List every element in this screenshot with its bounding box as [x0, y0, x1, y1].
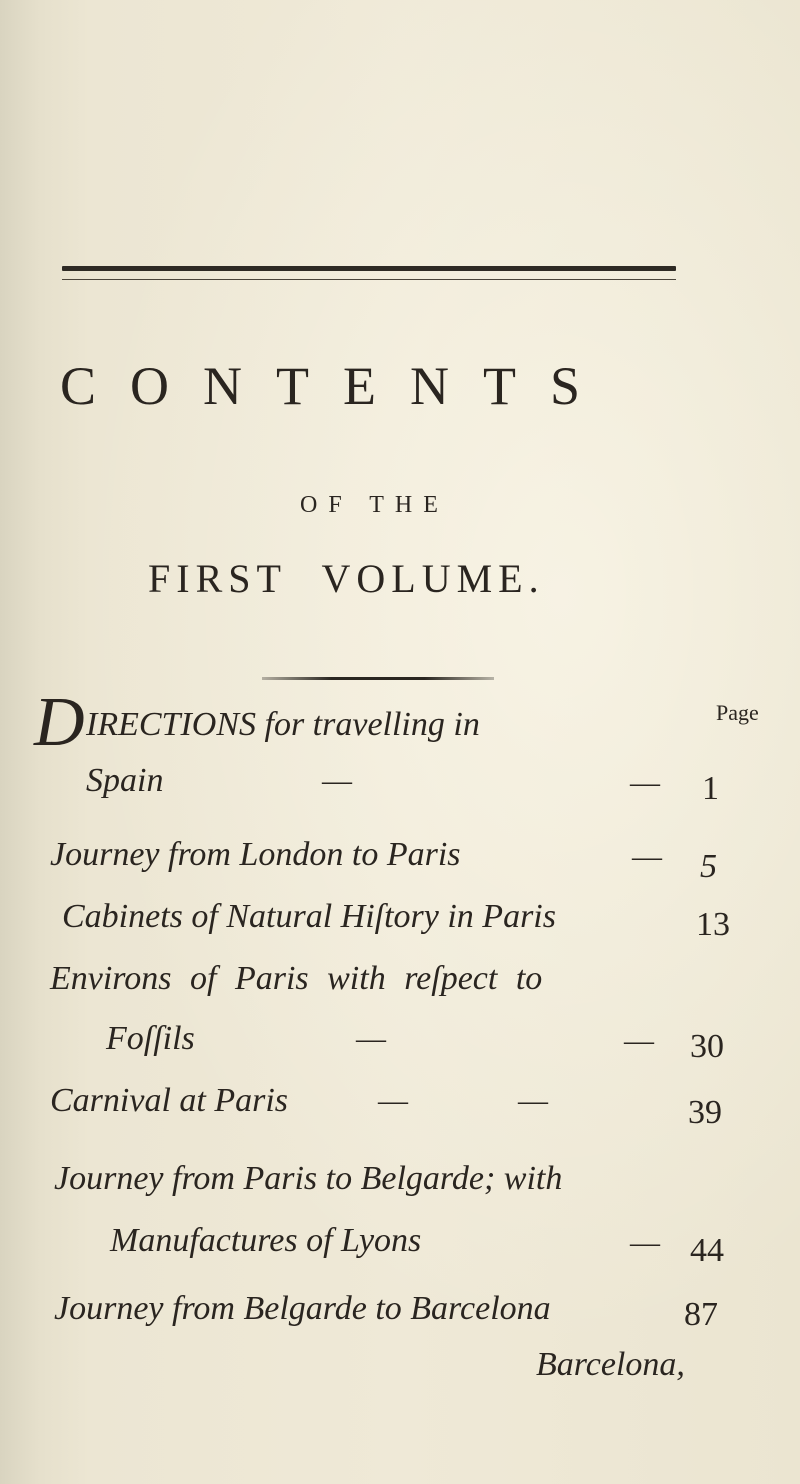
contents-title: CONTENTS: [60, 356, 614, 416]
toc-entry-2: Journey from London to Paris: [50, 836, 461, 873]
section-rule: [262, 677, 494, 680]
toc-entry-2-page: 5: [700, 848, 717, 885]
toc-entry-6-line2: Manufactures of Lyons: [110, 1222, 422, 1259]
toc-entry-5: Carnival at Paris: [50, 1082, 289, 1119]
toc-entry-6-line1: Journey from Paris to Belgarde; with: [54, 1160, 563, 1197]
toc-entry-5-page: 39: [688, 1094, 722, 1131]
toc-entry-1-line1: IRECTIONS for travelling in: [86, 706, 480, 743]
top-rule: [62, 266, 676, 271]
toc-entry-6-dash: —: [630, 1226, 660, 1259]
contents-subtitle: OF THE: [300, 492, 449, 518]
toc-entry-4-dash-b: —: [624, 1024, 654, 1057]
toc-entry-4-line2: Foſſils: [106, 1020, 195, 1057]
page-column-label: Page: [716, 700, 759, 725]
volume-title: FIRST VOLUME.: [148, 556, 545, 601]
toc-entry-6-page: 44: [690, 1232, 724, 1269]
toc-entry-1-dash-b: —: [630, 766, 660, 799]
toc-entry-1-page: 1: [702, 770, 719, 807]
toc-entry-5-dash-a: —: [378, 1084, 408, 1117]
toc-entry-3-page: 13: [696, 906, 730, 943]
top-rule-thin: [62, 279, 676, 280]
toc-entry-7: Journey from Belgarde to Barcelona: [54, 1290, 551, 1327]
toc-entry-5-dash-b: —: [518, 1084, 548, 1117]
toc-entry-1-dash-a: —: [322, 764, 352, 797]
toc-entry-3: Cabinets of Natural Hiſtory in Paris: [62, 898, 556, 935]
toc-entry-4-line1: Environs of Paris with reſpect to: [50, 960, 543, 997]
catchword: Barcelona,: [536, 1346, 685, 1383]
toc-entry-7-page: 87: [684, 1296, 718, 1333]
toc-entry-1-line2: Spain: [86, 762, 164, 799]
toc-entry-2-dash: —: [632, 840, 662, 873]
drop-cap: D: [34, 684, 85, 761]
toc-entry-4-dash-a: —: [356, 1022, 386, 1055]
toc-entry-4-page: 30: [690, 1028, 724, 1065]
